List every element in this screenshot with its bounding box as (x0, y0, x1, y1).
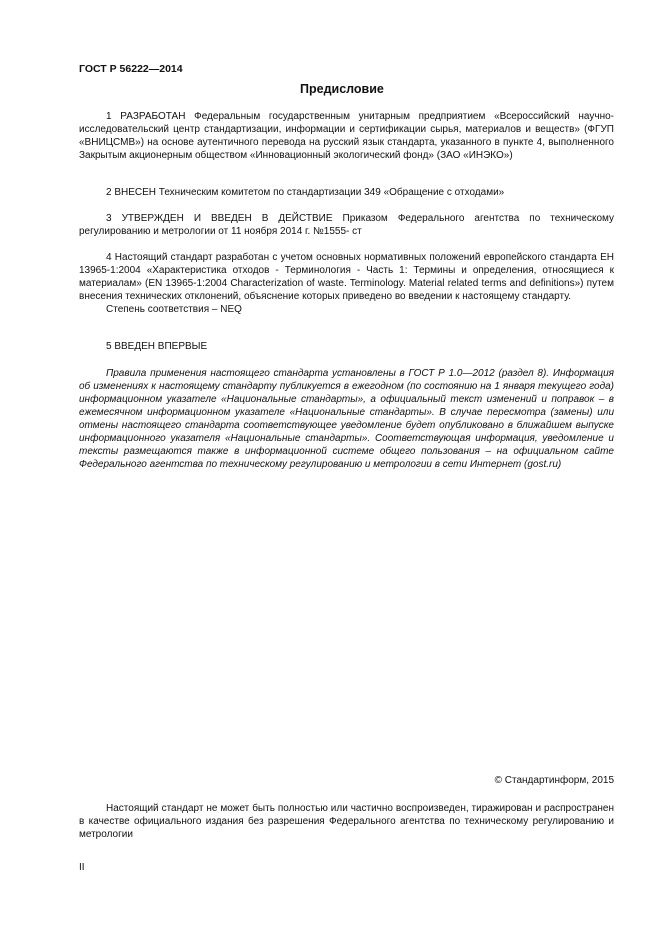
section-4 (79, 251, 614, 316)
section-2 (79, 186, 614, 199)
page-title: Предисловие (300, 82, 384, 96)
reproduction-notice: Настоящий стандарт не может быть полностью или частично воспроизведен, тиражирован и распространен в качестве официального издания без разрешения Федерального агентства по техническому регулированию и метрологии (79, 803, 614, 840)
section-4-conformity: Степень соответствия – NEQ (106, 304, 242, 315)
section-3-text: 3 УТВЕРЖДЕН И ВВЕДЕН В ДЕЙСТВИЕ Приказом Федерального агентства по техническому регулированию и метрологии от 11 ноября 2014 г. №1555- ст (79, 213, 614, 237)
section-5-text: 5 ВВЕДЕН ВПЕРВЫЕ (106, 341, 208, 352)
page-number: II (79, 862, 85, 873)
application-rules-text: Правила применения настоящего стандарта установлены в ГОСТ Р 1.0—2012 (раздел 8). Информация об изменениях к настоящему стандарту публикуется в ежегодном (по состоянию на 1 января текущего года) информационном указателе «Национальные стандарты», а официальный текст изменений и поправок – в ежемесячном информационном указателе «Национальные стандарты». В случае пересмотра (замены) или отмены настоящего стандарта соответствующее уведомление будет опубликовано в ближайшем выпуске информационного указателя «Национальные стандарты». Соответствующая информация, уведомление и тексты размещаются также в информационной системе общего пользования – на официальном сайте Федерального агентства по техническому регулированию и метрологии в сети Интернет (gost.ru) (79, 368, 614, 470)
section-5 (79, 340, 614, 353)
section-3 (79, 212, 614, 238)
section-2-text: 2 ВНЕСЕН Техническим комитетом по стандартизации 349 «Обращение с отходами» (106, 187, 505, 198)
application-rules (79, 367, 614, 471)
section-1-text: 1 РАЗРАБОТАН Федеральным государственным унитарным предприятием «Всероссийский научно-исследовательский центр стандартизации, информации и сертификации сырья, материалов и веществ» (ФГУП «ВНИЦСМВ») на основе аутентичного перевода на русский язык стандарта, указанного в пункте 4, выполненного Закрытым акционерным обществом «Инновационный экологический фонд» (ЗАО «ИНЭКО») (79, 111, 614, 161)
section-4-text: 4 Настоящий стандарт разработан с учетом основных нормативных положений европейского стандарта ЕН 13965-1:2004 «Характеристика отходов - Терминология - Часть 1: Термины и определения, относящиеся к материалам» (EN 13965-1:2004 Characterization of waste. Terminology. Material related terms and definitions») путем внесения технических отклонений, объяснение которых приведено во введении к настоящему стандарту. (79, 252, 614, 302)
section-1 (79, 110, 614, 162)
standard-code-header: ГОСТ Р 56222—2014 (79, 63, 183, 75)
copyright-notice: © Стандартинформ, 2015 (494, 775, 614, 786)
